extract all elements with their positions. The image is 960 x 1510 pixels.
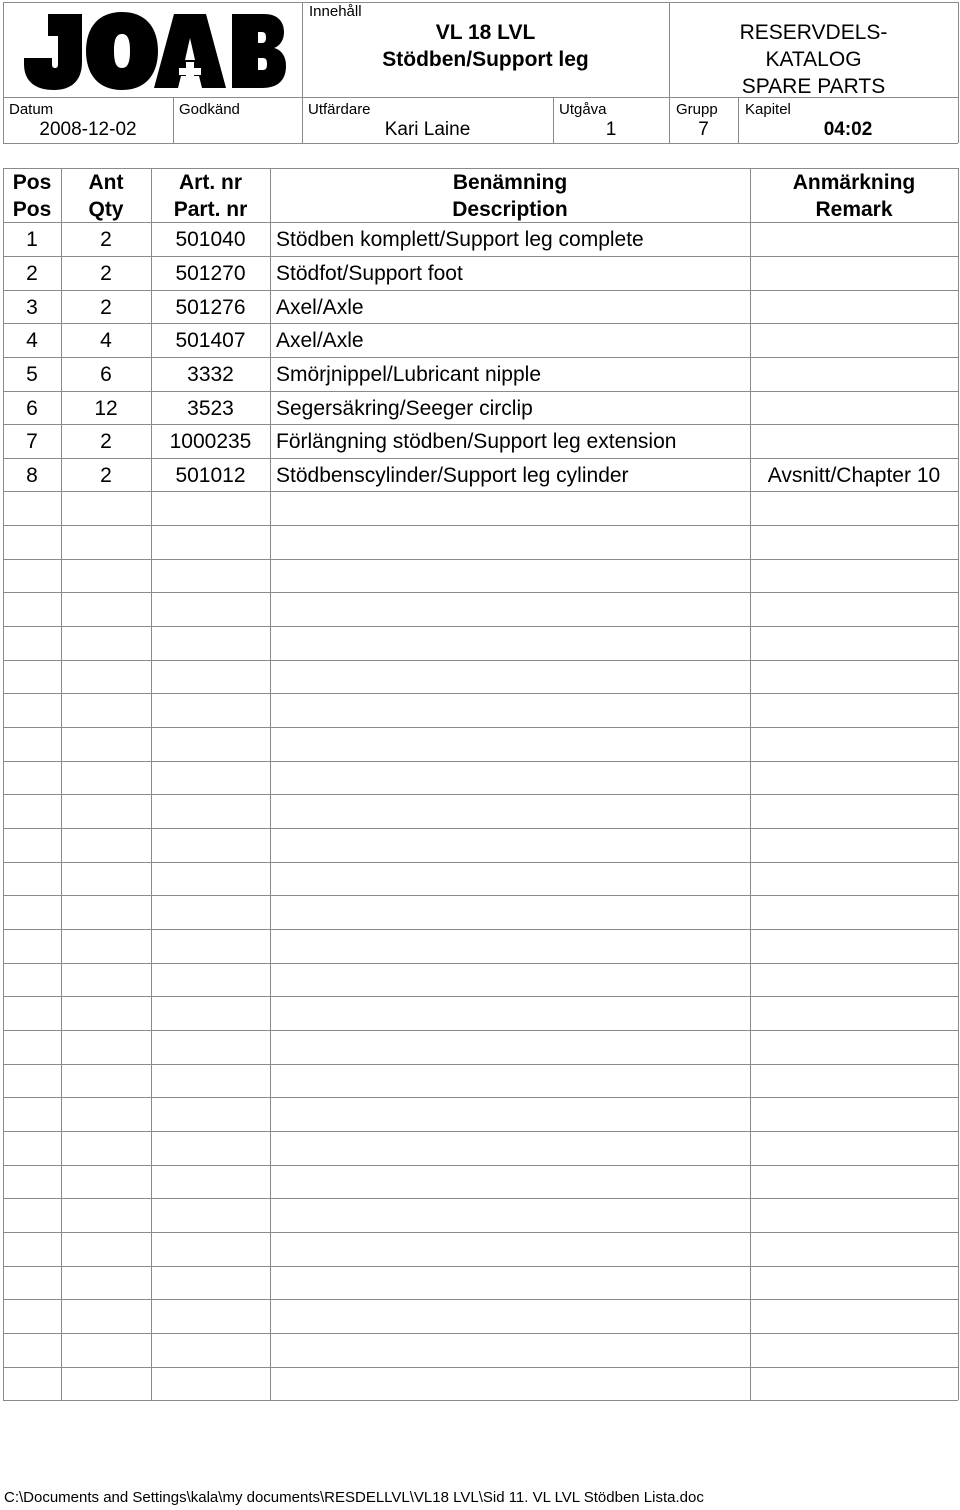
document-title-part: Stödben/Support leg [382,48,589,71]
cell-pos: 6 [26,396,38,420]
cell-pos: 4 [26,329,38,352]
table-row-rule [3,1333,958,1334]
catalog-label-line1: RESERVDELS- [739,21,888,44]
cell-pos: 7 [26,430,38,453]
cell-part-number: 3332 [187,363,234,386]
cell-pos: 1 [26,228,38,251]
table-row-rule [3,895,958,896]
cell-description: Stödbenscylinder/Support leg cylinder [276,463,629,487]
table-row-rule [3,391,958,392]
cell-remark: Avsnitt/Chapter 10 [767,463,941,487]
col-header-pos-sv: Pos [12,171,52,194]
table-row-rule [3,794,958,795]
table-row-rule [3,1367,958,1368]
cell-qty: 2 [100,430,112,453]
table-row-rule [3,525,958,526]
grupp-value: 7 [698,119,709,140]
cell-part-number: 501276 [175,295,246,319]
cell-pos: 8 [26,463,38,487]
cell-pos: 2 [26,262,38,285]
utgava-value: 1 [605,119,617,140]
catalog-label-line3: SPARE PARTS [741,75,886,98]
table-row-rule [3,168,958,169]
table-row-rule [3,996,958,997]
table-row-rule [3,929,958,930]
table-row-rule [3,828,958,829]
cell-part-number: 1000235 [169,430,252,453]
cell-part-number: 501270 [175,262,246,285]
table-row-rule [3,1299,958,1300]
table-column-rule [958,168,959,1400]
cell-description: Stödfot/Support foot [276,262,463,285]
table-row-rule [3,491,958,492]
document-title-model: VL 18 LVL [435,21,536,44]
file-path-footer: C:\Documents and Settings\kala\my documents\RESDELLVL\VL18 LVL\Sid 11. VL LVL Stödben Lista.doc [4,1489,704,1506]
table-row-rule [3,660,958,661]
table-row-rule [3,1097,958,1098]
section-label: Innehåll [309,3,362,20]
cell-description: Axel/Axle [276,329,364,352]
table-column-rule [750,168,751,1400]
table-row-rule [3,693,958,694]
cell-qty: 4 [100,329,112,352]
cell-qty: 2 [100,262,112,285]
col-header-remark-sv: Anmärkning [792,171,916,194]
table-row-rule [3,357,958,358]
cell-qty: 2 [100,463,112,487]
col-header-part-en: Part. nr [173,198,248,221]
kapitel-value: 04:02 [823,119,873,140]
col-header-remark-en: Remark [815,198,893,221]
cell-description: Axel/Axle [276,295,364,319]
table-row-rule [3,1198,958,1199]
datum-label: Datum [9,101,54,118]
cell-qty: 2 [100,295,112,319]
godkand-label: Godkänd [179,101,240,118]
table-row-rule [3,1064,958,1065]
cell-description: Förlängning stödben/Support leg extension [276,430,677,453]
joab-logo-icon [18,10,286,92]
table-row-rule [3,592,958,593]
table-row-rule [3,626,958,627]
table-row-rule [3,1131,958,1132]
table-row-rule [3,963,958,964]
table-row-rule [3,1400,958,1401]
cell-qty: 6 [100,363,112,386]
table-row-rule [3,458,958,459]
table-row-rule [3,1030,958,1031]
table-row-rule [3,1165,958,1166]
cell-part-number: 501012 [175,463,246,487]
table-row-rule [3,222,958,223]
col-header-qty-en: Qty [88,198,124,221]
table-row-rule [3,424,958,425]
cell-description: Segersäkring/Seeger circlip [276,396,533,420]
table-row-rule [3,559,958,560]
cell-description: Smörjnippel/Lubricant nipple [276,363,541,386]
cell-part-number: 501040 [175,228,246,251]
catalog-label-line2: KATALOG [765,48,862,71]
table-row-rule [3,1232,958,1233]
cell-qty: 12 [94,396,118,420]
cell-part-number: 501407 [175,329,246,352]
kapitel-label: Kapitel [745,101,791,118]
utfardare-label: Utfärdare [308,101,371,118]
cell-part-number: 3523 [187,396,234,420]
table-column-rule [270,168,271,1400]
table-row-rule [3,727,958,728]
cell-pos: 3 [26,295,38,319]
col-header-desc-en: Description [452,198,568,221]
cell-qty: 2 [100,228,112,251]
table-row-rule [3,862,958,863]
table-row-rule [3,761,958,762]
table-row-rule [3,323,958,324]
table-row-rule [3,1266,958,1267]
utgava-label: Utgåva [559,101,607,118]
joab-logo [18,10,286,92]
col-header-desc-sv: Benämning [452,171,568,194]
datum-value: 2008-12-02 [39,119,137,140]
table-row-rule [3,290,958,291]
cell-description: Stödben komplett/Support leg complete [276,228,644,251]
table-row-rule [3,256,958,257]
col-header-part-sv: Art. nr [179,171,242,194]
col-header-pos-en: Pos [12,198,52,221]
cell-pos: 5 [26,363,38,386]
col-header-qty-sv: Ant [88,171,124,194]
utfardare-value: Kari Laine [384,119,471,140]
grupp-label: Grupp [676,101,718,118]
